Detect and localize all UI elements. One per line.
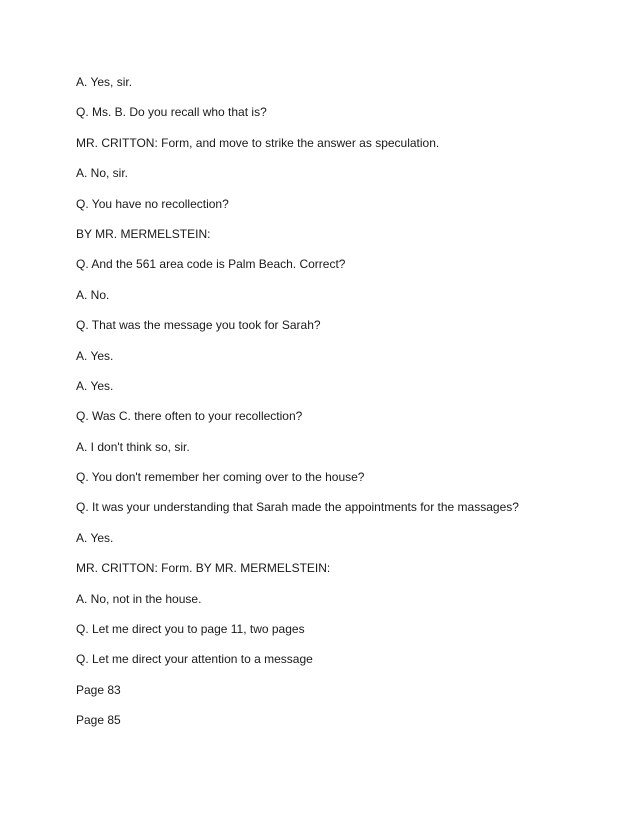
transcript-line: A. No, sir.	[76, 166, 129, 181]
transcript-line: A. No, not in the house.	[76, 591, 202, 606]
transcript-line: Q. And the 561 area code is Palm Beach. Correct?	[76, 257, 346, 272]
transcript-line: MR. CRITTON: Form, and move to strike the answer as speculation.	[76, 135, 440, 150]
transcript-line: Q. You don't remember her coming over to the house?	[76, 470, 365, 485]
transcript-line: BY MR. MERMELSTEIN:	[76, 226, 211, 241]
transcript-line: Q. Was C. there often to your recollection?	[76, 409, 303, 424]
transcript-line: A. I don't think so, sir.	[76, 439, 190, 454]
transcript-line: A. No.	[76, 287, 110, 302]
transcript-line: Q. Let me direct your attention to a message	[76, 652, 313, 667]
transcript-line: A. Yes, sir.	[76, 75, 133, 89]
transcript-line: MR. CRITTON: Form. BY MR. MERMELSTEIN:	[76, 561, 331, 576]
page-number-label: Page 83	[76, 682, 121, 697]
transcript-line: Q. Let me direct you to page 11, two pages	[76, 622, 305, 637]
transcript-line: Q. Ms. B. Do you recall who that is?	[76, 105, 267, 120]
transcript-line: A. Yes.	[76, 378, 114, 393]
transcript-line: Q. You have no recollection?	[76, 196, 229, 211]
transcript-line: Q. That was the message you took for Sarah?	[76, 318, 321, 333]
transcript-line: Q. It was your understanding that Sarah made the appointments for the massages?	[76, 500, 519, 515]
transcript-line: A. Yes.	[76, 530, 114, 545]
transcript-line: A. Yes.	[76, 348, 114, 363]
page-number-label: Page 85	[76, 713, 121, 728]
transcript-body	[76, 73, 616, 742]
